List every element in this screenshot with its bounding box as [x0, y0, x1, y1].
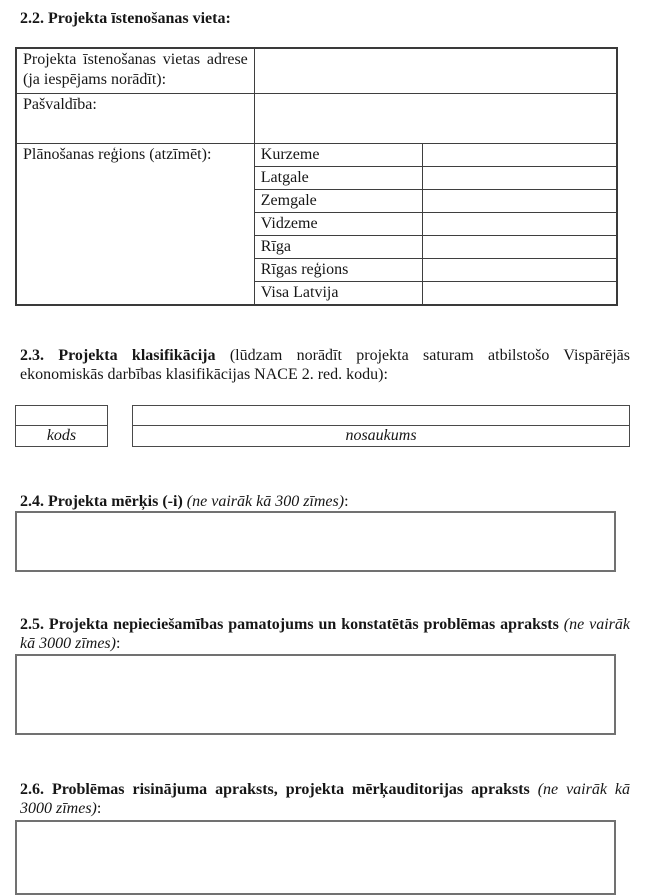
section-26-title-italic: (ne vairāk kā 3000 zīmes): [20, 780, 630, 817]
implementation-place-table: [15, 47, 618, 306]
region-mark-cell[interactable]: [423, 281, 617, 305]
region-name-cell: Rīgas reģions: [254, 258, 423, 281]
region-mark-cell[interactable]: [423, 143, 617, 166]
nace-name-label-cell: nosaukums: [133, 425, 630, 446]
section-25-title: [20, 615, 630, 653]
section-24-title: [20, 492, 630, 511]
problem-solution-input-box[interactable]: [15, 820, 616, 895]
table-row: [133, 425, 630, 446]
project-goal-input-box[interactable]: [15, 511, 616, 572]
region-name-cell: Kurzeme: [254, 143, 423, 166]
region-name-cell: Latgale: [254, 166, 423, 189]
section-22-title: [20, 9, 630, 28]
section-23-title-bold: 2.3. Projekta klasifikācija: [20, 346, 216, 364]
section-23-title: [20, 346, 630, 384]
region-row: [16, 143, 617, 166]
section-24-title-bold: 2.4. Projekta mērķis (-i): [20, 492, 187, 510]
table-row: [133, 405, 630, 425]
nace-tables: [15, 405, 630, 447]
section-24-title-italic: (ne vairāk kā 300 zīmes): [186, 492, 345, 510]
section-24-title-tail: :: [344, 492, 349, 510]
address-value-cell[interactable]: [254, 48, 617, 93]
region-name-cell: Visa Latvija: [254, 281, 423, 305]
nace-code-label-cell: kods: [16, 425, 108, 446]
table-row: [16, 405, 108, 425]
section-25-title-italic: (ne vairāk kā 3000 zīmes): [20, 615, 630, 652]
region-mark-cell[interactable]: [423, 235, 617, 258]
section-25-title-bold: 2.5. Projekta nepieciešamības pamatojums un konstatētās problēmas apraksts: [20, 615, 564, 633]
section-22-title-text: 2.2. Projekta īstenošanas vieta:: [20, 10, 231, 27]
section-23-title-rest: (lūdzam norādīt projekta saturam atbilstošo Vispārējās ekonomiskās darbības klasifikācijas NACE 2. red. kodu):: [20, 346, 630, 383]
table-row: [16, 93, 617, 143]
project-justification-input-box[interactable]: [15, 654, 616, 735]
planning-region-label-cell: Plānošanas reģions (atzīmēt):: [16, 143, 254, 305]
region-mark-cell[interactable]: [423, 189, 617, 212]
region-name-cell: Vidzeme: [254, 212, 423, 235]
section-25-title-tail: :: [115, 634, 121, 652]
section-26-title-bold: 2.6. Problēmas risinājuma apraksts, projekta mērķauditorijas apraksts: [20, 780, 538, 798]
region-name-cell: Zemgale: [254, 189, 423, 212]
nace-code-table: [15, 405, 108, 447]
nace-code-value-cell[interactable]: [16, 405, 108, 425]
table-row: [16, 48, 617, 93]
municipality-value-cell[interactable]: [254, 93, 617, 143]
region-mark-cell[interactable]: [423, 212, 617, 235]
address-label-cell: Projekta īstenošanas vietas adrese (ja iespējams norādīt):: [16, 48, 254, 93]
region-mark-cell[interactable]: [423, 258, 617, 281]
region-mark-cell[interactable]: [423, 166, 617, 189]
municipality-label-cell: Pašvaldība:: [16, 93, 254, 143]
region-name-cell: Rīga: [254, 235, 423, 258]
section-26-title-tail: :: [96, 799, 102, 817]
table-row: [16, 425, 108, 446]
nace-name-value-cell[interactable]: [133, 405, 630, 425]
section-26-title: [20, 780, 630, 818]
nace-name-table: [132, 405, 630, 447]
